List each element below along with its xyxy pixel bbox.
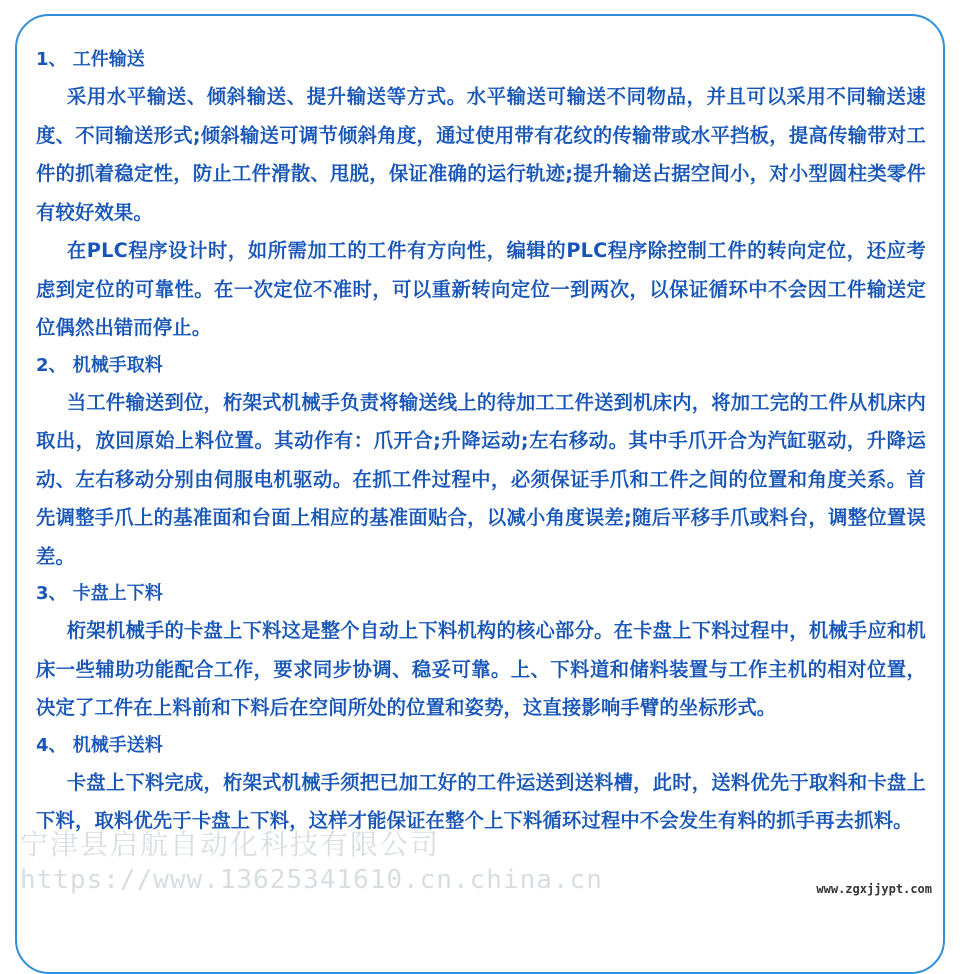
section-heading-1: 1、 工件输送 (36, 49, 145, 70)
section-1-paragraph-1: 采用水平输送、倾斜输送、提升输送等方式。水平输送可输送不同物品，并且可以采用不同输送速度、不同输送形式;倾斜输送可调节倾斜角度，通过使用带有花纹的传输带或水平挡板，提高传输带对工件的抓着稳定性，防止工件滑散、甩脱，保证准确的运行轨迹;提升输送占据空间小，对小型圆柱类零件有较好效果。 (36, 85, 926, 224)
article-body (36, 42, 926, 841)
section-heading-3: 3、 卡盘上下料 (36, 583, 163, 604)
section-4-paragraph-1: 卡盘上下料完成，桁架式机械手须把已加工好的工件运送到送料槽，此时，送料优先于取料和卡盘上下料，取料优先于卡盘上下料，这样才能保证在整个上下料循环过程中不会发生有料的抓手再去抓料。 (36, 770, 926, 832)
section-heading-4: 4、 机械手送料 (36, 734, 163, 756)
watermark-site: www.zgxjjypt.com (816, 882, 932, 896)
section-1-paragraph-2: 在PLC程序设计时，如所需加工的工件有方向性，编辑的PLC程序除控制工件的转向定位，还应考虑到定位的可靠性。在一次定位不准时，可以重新转向定位一到两次，以保证循环中不会因工件输送定位偶然出错而停止。 (36, 239, 926, 339)
section-3-paragraph-1: 桁架机械手的卡盘上下料这是整个自动上下料机构的核心部分。在卡盘上下料过程中，机械手应和机床一些辅助功能配合工作，要求同步协调、稳妥可靠。上、下料道和储料装置与工作主机的相对位置，决定了工件在上料前和下料后在空间所处的位置和姿势，这直接影响手臂的坐标形式。 (36, 619, 926, 719)
watermark-company: 宁津县启航自动化科技有限公司 (20, 828, 441, 861)
watermark-url: https://www.13625341610.cn.china.cn (20, 865, 603, 895)
section-heading-2: 2、 机械手取料 (36, 354, 163, 376)
section-2-paragraph-1: 当工件输送到位，桁架式机械手负责将输送线上的待加工工件送到机床内，将加工完的工件从机床内取出，放回原始上料位置。其动作有：爪开合;升降运动;左右移动。其中手爪开合为汽缸驱动，升降运动、左右移动分别由伺服电机驱动。在抓工件过程中，必须保证手爪和工件之间的位置和角度关系。首先调整手爪上的基准面和台面上相应的基准面贴合，以减小角度误差;随后平移手爪或料台，调整位置误差。 (36, 390, 926, 568)
